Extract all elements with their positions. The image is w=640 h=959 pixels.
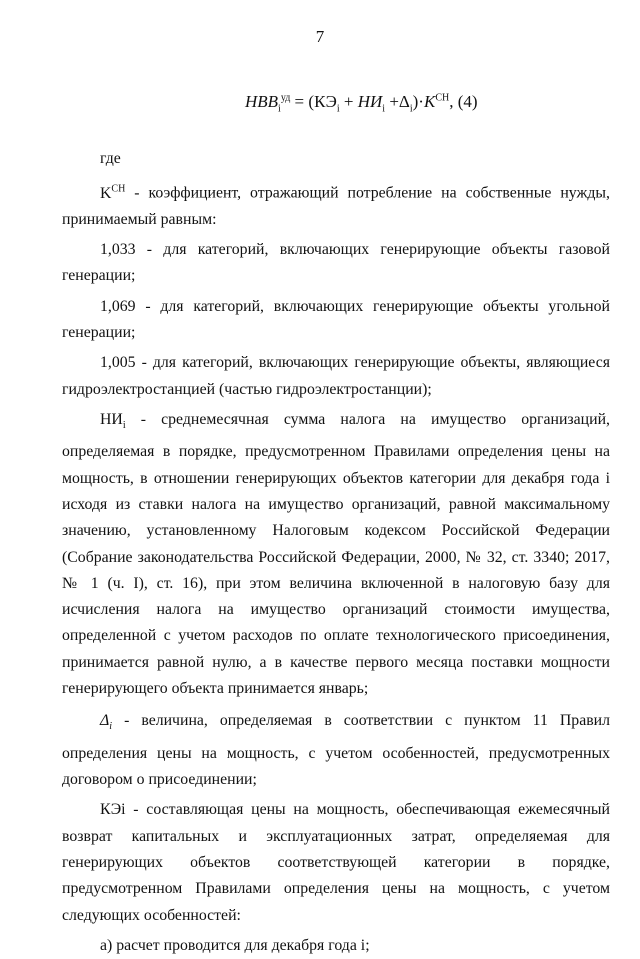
ni-paragraph bbox=[62, 407, 610, 702]
ksn-paragraph bbox=[62, 176, 610, 233]
formula-term-ni-sub: i bbox=[382, 103, 386, 115]
ke-definition: - составляющая цены на мощность, обеспечивающая ежемесячный возврат капитальных и эксплуатационных затрат, определяемая для генерирующих объектов соответствующей категории в порядке, предусмотренном Правилами определения цены на мощность, с учетом следующих особенностей: bbox=[62, 801, 610, 924]
item-a-paragraph bbox=[62, 933, 610, 959]
coefficient-gas-text: - для категорий, включающих генерирующие объекты газовой генерации; bbox=[62, 241, 610, 285]
delta-symbol bbox=[100, 712, 113, 733]
formula-term-ke: КЭ bbox=[314, 92, 337, 111]
coefficient-coal-paragraph bbox=[62, 294, 610, 347]
formula-plus-1: + bbox=[343, 92, 354, 111]
formula-term-ni: НИ bbox=[357, 92, 383, 111]
delta-symbol-text: Δ bbox=[100, 712, 110, 730]
formula-term-delta-sub: i bbox=[409, 103, 413, 115]
formula-term-delta: Δ bbox=[398, 92, 410, 111]
formula-lhs-sub: i bbox=[278, 103, 281, 115]
ksn-symbol-sup: СН bbox=[111, 183, 126, 195]
formula-mult: · bbox=[418, 92, 424, 111]
ksn-definition: - коэффициент, отражающий потребление на собственные нужды, принимаемый равным: bbox=[62, 184, 610, 228]
formula-open-paren: ( bbox=[308, 92, 315, 111]
ksn-symbol bbox=[100, 185, 125, 202]
ksn-symbol-text: K bbox=[100, 184, 112, 202]
coefficient-gas-paragraph bbox=[62, 237, 610, 290]
formula-factor-sup: СН bbox=[435, 92, 450, 104]
intro-text: где bbox=[100, 150, 121, 167]
item-a-text: а) расчет проводится для декабря года i; bbox=[100, 936, 370, 954]
ni-symbol-sub: i bbox=[122, 420, 126, 432]
intro-paragraph bbox=[62, 146, 610, 172]
coefficient-gas-value: 1,033 bbox=[100, 241, 136, 259]
formula-number: , (4) bbox=[449, 92, 478, 111]
coefficient-hydro-value: 1,005 bbox=[100, 354, 136, 372]
formula-equals: = bbox=[294, 92, 305, 111]
delta-definition: - величина, определяемая в соответствии с пунктом 11 Правил определения цены на мощность, с учетом особенностей, предусмотренных договором о присоединении; bbox=[62, 712, 610, 789]
formula bbox=[245, 92, 478, 114]
formula-term-ke-sub: i bbox=[336, 103, 340, 115]
coefficient-hydro-text: - для категорий, включающих генерирующие объекты, являющиеся гидроэлектростанцией (частью гидроэлектростанции); bbox=[62, 354, 610, 398]
ke-paragraph bbox=[62, 797, 610, 928]
ni-symbol bbox=[100, 410, 126, 432]
formula-close-paren: ) bbox=[412, 92, 419, 111]
delta-paragraph bbox=[62, 708, 610, 793]
body-text bbox=[62, 146, 610, 959]
formula-plus-2: + bbox=[389, 92, 399, 111]
coefficient-coal-text: - для категорий, включающих генерирующие объекты угольной генерации; bbox=[62, 297, 610, 342]
formula-lhs: НВВ bbox=[245, 92, 279, 111]
formula-lhs-sup: уд bbox=[280, 92, 291, 104]
coefficient-hydro-paragraph bbox=[62, 350, 610, 403]
page-number: 7 bbox=[315, 27, 325, 46]
formula-factor: K bbox=[423, 92, 436, 111]
ke-symbol: КЭi bbox=[100, 801, 126, 819]
ni-symbol-text: НИ bbox=[100, 410, 123, 428]
delta-symbol-sub: i bbox=[109, 721, 113, 733]
coefficient-coal-value: 1,069 bbox=[100, 297, 136, 315]
ni-definition: - среднемесячная сумма налога на имущество организаций, определяемая в порядке, предусмотренном Правилами определения цены на мощность, в отношении генерирующих объектов категории для декабря года i исходя из ставки налога на имущество организаций, равной максимальному значению, установленному Налоговым кодексом Российской Федерации (Собрание законодательства Российской Федерации, 2000, № 32, ст. 3340; 2017, № 1 (ч. I), ст. 16), при этом величина включенной в налоговую базу для исчисления налога на имущество организаций стоимости имущества, определенной с учетом расходов по оплате технологического присоединения, принимается равной нулю, а в качестве первого месяца поставки мощности генерирующего объекта принимается январь; bbox=[62, 410, 610, 698]
